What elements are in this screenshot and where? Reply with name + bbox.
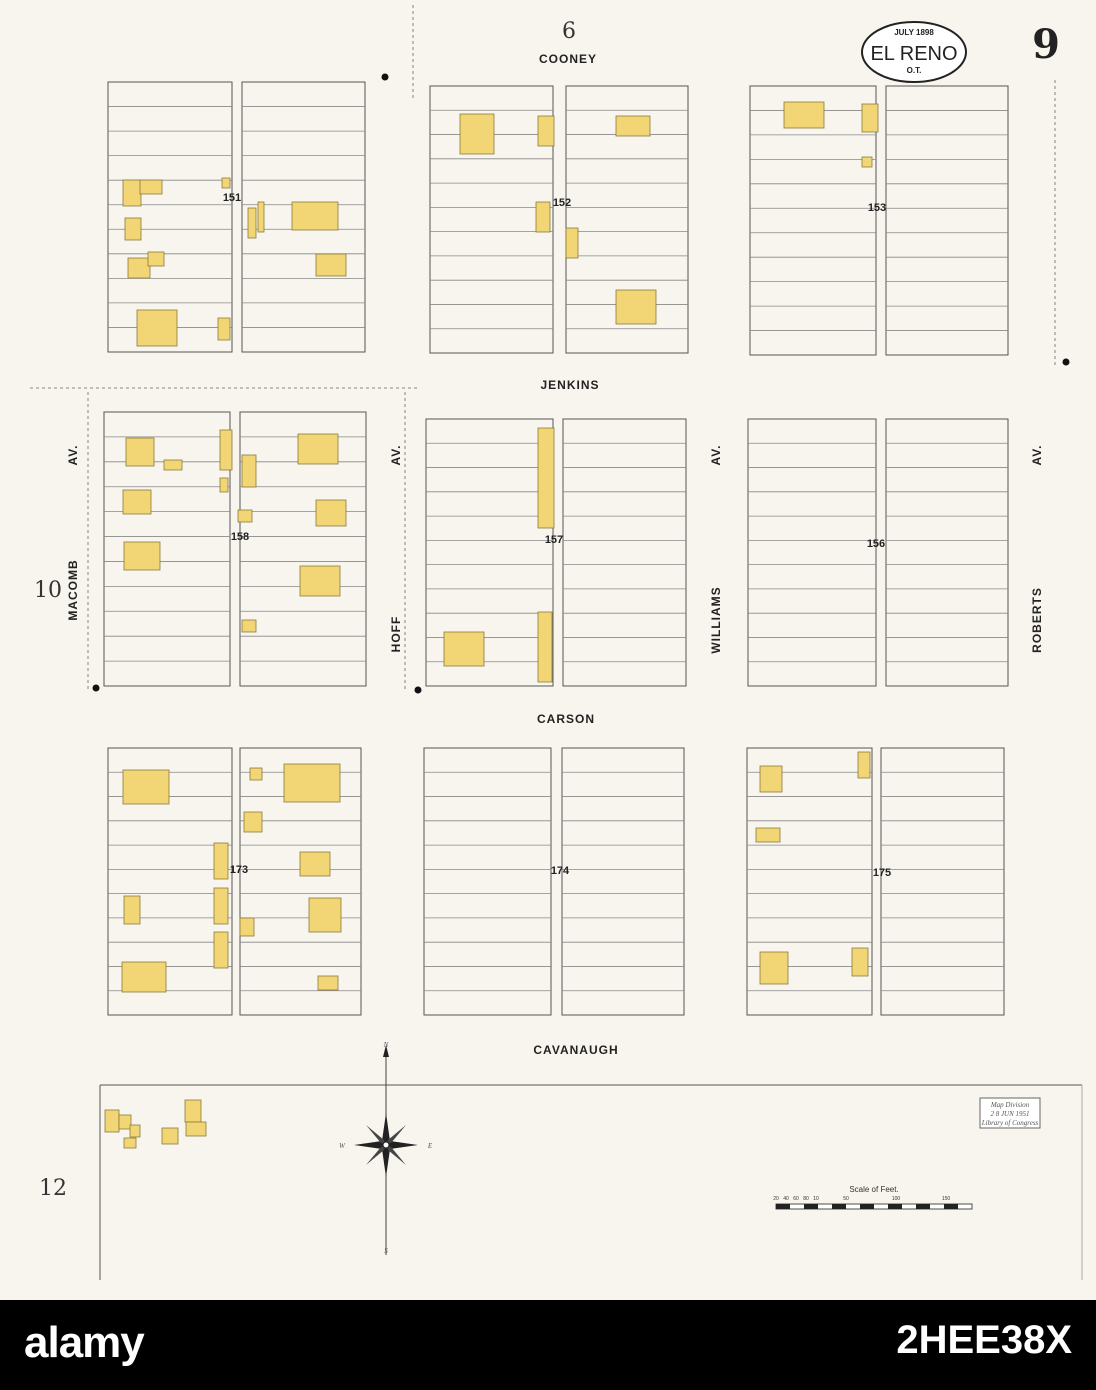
street-label-carson: CARSON bbox=[536, 712, 596, 726]
city-block bbox=[750, 86, 1008, 355]
scale-segment bbox=[888, 1204, 902, 1209]
block-half-east bbox=[881, 748, 1004, 1015]
building bbox=[316, 254, 346, 276]
block-half-east bbox=[562, 748, 684, 1015]
building bbox=[124, 896, 140, 924]
building bbox=[316, 500, 346, 526]
street-label-hoff-av bbox=[389, 444, 403, 465]
street-label-roberts bbox=[1030, 587, 1044, 653]
building bbox=[852, 948, 868, 976]
svg-text:AV.: AV. bbox=[389, 444, 403, 466]
building bbox=[300, 566, 340, 596]
block-number: 175 bbox=[872, 867, 892, 879]
svg-text:AV.: AV. bbox=[709, 444, 723, 466]
scale-tick-label: 40 bbox=[783, 1196, 789, 1202]
building bbox=[130, 1125, 140, 1137]
city-block bbox=[108, 748, 361, 1015]
block-half-east bbox=[886, 86, 1008, 355]
scale-segment bbox=[776, 1204, 790, 1209]
building bbox=[126, 438, 154, 466]
blocks-layer bbox=[93, 74, 1070, 1016]
compass-s: S bbox=[384, 1247, 388, 1255]
building bbox=[124, 1138, 136, 1148]
scale-tick-label: 100 bbox=[891, 1196, 901, 1202]
building bbox=[148, 252, 164, 266]
compass-w: W bbox=[339, 1142, 345, 1150]
scale-label: Scale of Feet. bbox=[849, 1185, 899, 1194]
svg-text:WILLIAMS: WILLIAMS bbox=[709, 586, 723, 654]
street-label-williams bbox=[709, 586, 723, 653]
compass-n: N bbox=[383, 1041, 389, 1049]
city-block bbox=[104, 412, 366, 686]
building bbox=[220, 430, 232, 470]
building bbox=[128, 258, 150, 278]
building bbox=[218, 318, 230, 340]
stamp-line2: 2 8 JUN 1951 bbox=[990, 1110, 1030, 1118]
block-number: 153 bbox=[867, 202, 887, 214]
building bbox=[244, 812, 262, 832]
scale-bar bbox=[773, 1185, 972, 1209]
building bbox=[105, 1110, 119, 1132]
building bbox=[162, 1128, 178, 1144]
block-half-west bbox=[104, 412, 230, 686]
stamp-line1: Map Division bbox=[990, 1101, 1030, 1109]
building bbox=[444, 632, 484, 666]
street-label-williams-av bbox=[709, 444, 723, 465]
building bbox=[616, 290, 656, 324]
building bbox=[318, 976, 338, 990]
city-block bbox=[747, 748, 1004, 1015]
city-block bbox=[108, 82, 365, 352]
building bbox=[238, 510, 252, 522]
title-state: O.T. bbox=[906, 66, 922, 75]
adjacent-sheet-bottom: 12 bbox=[39, 1176, 67, 1201]
title-cartouche bbox=[862, 22, 966, 82]
block-number: 156 bbox=[866, 538, 886, 550]
scale-segment bbox=[860, 1204, 874, 1209]
street-label-hoff bbox=[389, 616, 403, 653]
scale-tick-label: 20 bbox=[773, 1196, 779, 1202]
building bbox=[123, 770, 169, 804]
building bbox=[222, 178, 230, 188]
building bbox=[214, 843, 228, 879]
building bbox=[242, 455, 256, 487]
building bbox=[125, 218, 141, 240]
building bbox=[123, 490, 151, 514]
block-half-west bbox=[424, 748, 551, 1015]
title-date: JULY 1898 bbox=[894, 28, 934, 37]
building bbox=[214, 888, 228, 924]
svg-text:ROBERTS: ROBERTS bbox=[1030, 587, 1044, 653]
watermark-brand: alamy bbox=[24, 1318, 144, 1367]
building bbox=[248, 208, 256, 238]
building bbox=[185, 1100, 201, 1122]
building bbox=[292, 202, 338, 230]
hydrant-icon bbox=[382, 74, 389, 81]
building bbox=[566, 228, 578, 258]
page-number: 9 bbox=[1032, 21, 1060, 68]
stamp-line3: Library of Congress bbox=[981, 1119, 1039, 1127]
block-number: 173 bbox=[229, 864, 249, 876]
street-label-jenkins: JENKINS bbox=[540, 378, 600, 392]
scale-segment bbox=[944, 1204, 958, 1209]
library-stamp bbox=[980, 1098, 1040, 1128]
building bbox=[123, 180, 141, 206]
building bbox=[242, 620, 256, 632]
scale-segment bbox=[804, 1204, 818, 1209]
block-number: 157 bbox=[544, 534, 564, 546]
svg-text:AV.: AV. bbox=[1030, 444, 1044, 466]
building bbox=[858, 752, 870, 778]
building bbox=[284, 764, 340, 802]
building bbox=[756, 828, 780, 842]
building bbox=[309, 898, 341, 932]
block-half-east bbox=[886, 419, 1008, 686]
building bbox=[862, 157, 872, 167]
building bbox=[760, 952, 788, 984]
block-number: 151 bbox=[222, 192, 242, 204]
block-number: 158 bbox=[230, 531, 250, 543]
building bbox=[538, 116, 554, 146]
svg-text:AV.: AV. bbox=[66, 444, 80, 466]
street-label-macomb-av bbox=[66, 444, 80, 465]
building bbox=[220, 478, 228, 492]
block-half-east bbox=[563, 419, 686, 686]
city-block bbox=[430, 86, 688, 353]
scale-tick-label: 50 bbox=[843, 1196, 849, 1202]
svg-text:HOFF: HOFF bbox=[389, 615, 403, 653]
street-label-cooney: COONEY bbox=[538, 52, 598, 66]
building bbox=[164, 460, 182, 470]
block-number: 152 bbox=[552, 197, 572, 209]
building bbox=[258, 202, 264, 232]
building bbox=[140, 180, 162, 194]
scale-tick-label: 80 bbox=[803, 1196, 809, 1202]
building bbox=[240, 918, 254, 936]
compass-rose bbox=[339, 1041, 433, 1255]
block-half-west bbox=[748, 419, 876, 686]
building bbox=[119, 1115, 131, 1129]
watermark-image-id: 2HEE38X bbox=[896, 1318, 1072, 1362]
building bbox=[250, 768, 262, 780]
building bbox=[538, 612, 552, 682]
building bbox=[616, 116, 650, 136]
building bbox=[298, 434, 338, 464]
block-number: 174 bbox=[550, 865, 570, 877]
hydrant-icon bbox=[1063, 359, 1070, 366]
building bbox=[137, 310, 177, 346]
hydrant-icon bbox=[415, 687, 422, 694]
street-label-macomb bbox=[66, 559, 80, 620]
building bbox=[784, 102, 824, 128]
svg-text:MACOMB: MACOMB bbox=[66, 559, 80, 621]
compass-center bbox=[383, 1142, 389, 1148]
building bbox=[122, 962, 166, 992]
building bbox=[862, 104, 878, 132]
compass-e: E bbox=[427, 1142, 433, 1150]
hydrant-icon bbox=[93, 685, 100, 692]
building bbox=[300, 852, 330, 876]
building bbox=[124, 542, 160, 570]
scale-ticks bbox=[773, 1196, 950, 1202]
street-label-roberts-av bbox=[1030, 444, 1044, 465]
street-label-cavanaugh: CAVANAUGH bbox=[533, 1043, 619, 1057]
scale-segment bbox=[832, 1204, 846, 1209]
building bbox=[460, 114, 494, 154]
city-block bbox=[426, 419, 686, 686]
scale-tick-label: 10 bbox=[813, 1196, 819, 1202]
city-block bbox=[748, 419, 1008, 686]
scale-segment bbox=[916, 1204, 930, 1209]
building bbox=[538, 428, 554, 528]
adjacent-sheet-left: 10 bbox=[34, 578, 62, 603]
city-block bbox=[424, 748, 684, 1015]
title-city: EL RENO bbox=[870, 43, 958, 65]
scale-tick-label: 60 bbox=[793, 1196, 799, 1202]
building bbox=[186, 1122, 206, 1136]
scale-tick-label: 150 bbox=[941, 1196, 951, 1202]
adjacent-sheet-top: 6 bbox=[562, 19, 576, 44]
building bbox=[214, 932, 228, 968]
building bbox=[536, 202, 550, 232]
building bbox=[760, 766, 782, 792]
